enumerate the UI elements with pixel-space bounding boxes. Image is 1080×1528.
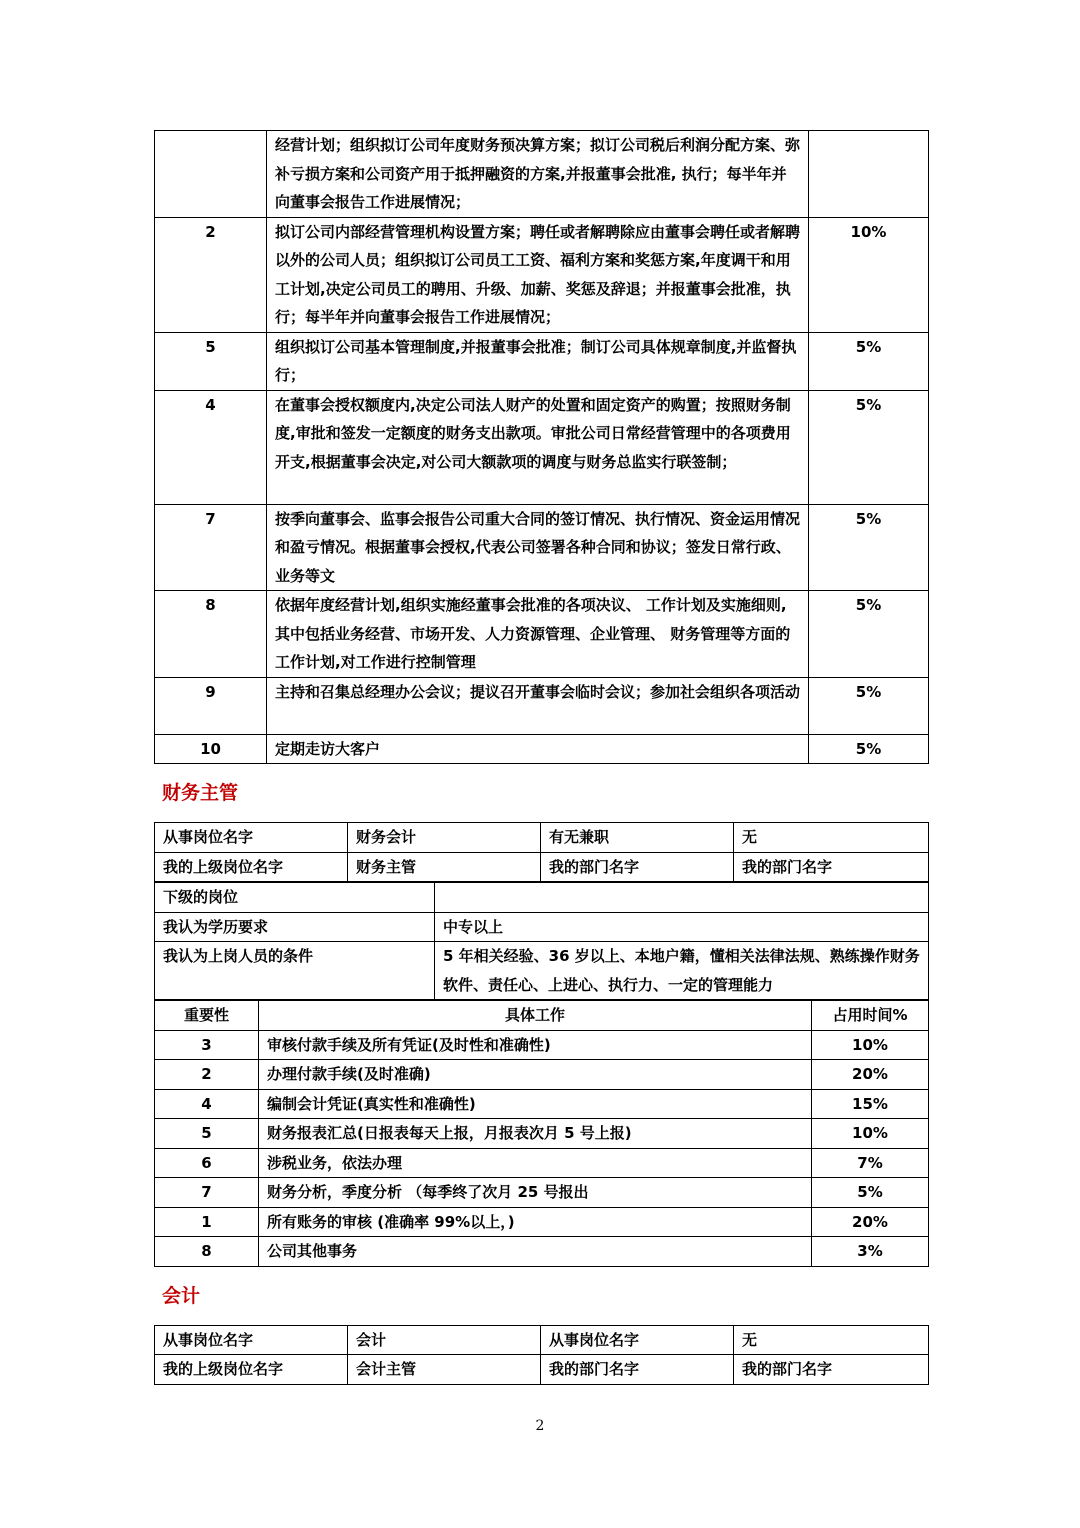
cell-value: 会计	[348, 1325, 541, 1355]
task-text-cell: 财务分析，季度分析 （每季终了次月 25 号报出	[259, 1178, 812, 1208]
importance-cell: 5	[155, 1119, 259, 1149]
document-page	[154, 130, 928, 1385]
cell-value: 我的部门名字	[734, 1355, 929, 1385]
table-row	[155, 912, 929, 942]
table-row	[155, 883, 929, 913]
cell-value: 无	[734, 1325, 929, 1355]
table-row	[155, 1178, 929, 1208]
education-label: 我认为学历要求	[155, 912, 435, 942]
duty-text-cell: 按季向董事会、监事会报告公司重大合同的签订情况、执行情况、资金运用情况和盈亏情况。根据董事会授权,代表公司签署各种合同和协议；签发日常行政、业务等文	[267, 504, 809, 591]
table-row	[155, 734, 929, 764]
duty-text-cell: 依据年度经营计划,组织实施经董事会批准的各项决议、 工作计划及实施细则,其中包括业务经营、市场开发、人力资源管理、企业管理、 财务管理等方面的工作计划,对工作进行控制管理	[267, 591, 809, 678]
importance-cell: 5	[155, 332, 267, 390]
table-row	[155, 1237, 929, 1267]
subordinate-value	[435, 883, 929, 913]
finance-task-body	[155, 1030, 929, 1266]
time-percent-cell: 20%	[812, 1207, 929, 1237]
table-row	[155, 1030, 929, 1060]
task-text-cell: 公司其他事务	[259, 1237, 812, 1267]
importance-cell: 7	[155, 1178, 259, 1208]
finance-task-table	[154, 1000, 929, 1267]
table-row	[155, 677, 929, 734]
education-value: 中专以上	[435, 912, 929, 942]
table-row	[155, 131, 929, 218]
time-percent-cell: 5%	[809, 677, 929, 734]
table-row	[155, 1148, 929, 1178]
subordinate-label: 下级的岗位	[155, 883, 435, 913]
table-row	[155, 1207, 929, 1237]
importance-cell: 8	[155, 591, 267, 678]
importance-cell	[155, 131, 267, 218]
table-row	[155, 1325, 929, 1355]
task-text-cell: 编制会计凭证(真实性和准确性)	[259, 1089, 812, 1119]
cell-label: 从事岗位名字	[155, 823, 348, 853]
cell-value: 会计主管	[348, 1355, 541, 1385]
accounting-info-table	[154, 1325, 929, 1385]
task-text-cell: 涉税业务，依法办理	[259, 1148, 812, 1178]
finance-info-table	[154, 822, 929, 882]
importance-cell: 1	[155, 1207, 259, 1237]
duty-table	[154, 130, 929, 764]
table-row	[155, 332, 929, 390]
time-percent-cell	[809, 131, 929, 218]
table-row	[155, 1355, 929, 1385]
time-percent-cell: 3%	[812, 1237, 929, 1267]
table-row	[155, 1060, 929, 1090]
importance-cell: 4	[155, 390, 267, 504]
time-percent-cell: 5%	[809, 591, 929, 678]
finance-requirements-table	[154, 882, 929, 1000]
table-row	[155, 1119, 929, 1149]
section-heading-finance-supervisor: 财务主管	[162, 782, 239, 804]
task-text-cell: 所有账务的审核 (准确率 99%以上，)	[259, 1207, 812, 1237]
time-percent-cell: 5%	[809, 390, 929, 504]
cell-value: 财务主管	[348, 852, 541, 882]
task-text-cell: 办理付款手续(及时准确)	[259, 1060, 812, 1090]
duty-text-cell: 组织拟订公司基本管理制度,并报董事会批准；制订公司具体规章制度,并监督执行；	[267, 332, 809, 390]
time-percent-cell: 5%	[812, 1178, 929, 1208]
cell-label: 我的部门名字	[541, 1355, 734, 1385]
time-percent-cell: 5%	[809, 332, 929, 390]
duty-table-body	[155, 131, 929, 764]
time-percent-cell: 5%	[809, 504, 929, 591]
cell-label: 我的上级岗位名字	[155, 1355, 348, 1385]
duty-text-cell: 主持和召集总经理办公会议；提议召开董事会临时会议；参加社会组织各项活动	[267, 677, 809, 734]
cell-label: 有无兼职	[541, 823, 734, 853]
page-number: 2	[535, 1418, 545, 1434]
table-row	[155, 1089, 929, 1119]
importance-cell: 9	[155, 677, 267, 734]
task-text-cell: 财务报表汇总(日报表每天上报，月报表次月 5 号上报)	[259, 1119, 812, 1149]
cell-label: 我的上级岗位名字	[155, 852, 348, 882]
cell-value: 我的部门名字	[734, 852, 929, 882]
time-percent-cell: 10%	[812, 1119, 929, 1149]
duty-text-cell: 在董事会授权额度内,决定公司法人财产的处置和固定资产的购置；按照财务制度,审批和签发一定额度的财务支出款项。审批公司日常经营管理中的各项费用开支,根据董事会决定,对公司大额款项的调度与财务总监实行联签制；	[267, 390, 809, 504]
time-percent-cell: 15%	[812, 1089, 929, 1119]
cell-label: 我的部门名字	[541, 852, 734, 882]
importance-cell: 2	[155, 217, 267, 332]
cell-value: 财务会计	[348, 823, 541, 853]
conditions-label: 我认为上岗人员的条件	[155, 942, 435, 1000]
importance-cell: 7	[155, 504, 267, 591]
time-percent-cell: 20%	[812, 1060, 929, 1090]
table-row	[155, 823, 929, 853]
column-header-time: 占用时间%	[812, 1001, 929, 1031]
duty-text-cell: 拟订公司内部经营管理机构设置方案；聘任或者解聘除应由董事会聘任或者解聘以外的公司人员；组织拟订公司员工工资、福利方案和奖惩方案,年度调干和用工计划,决定公司员工的聘用、升级、加薪、奖惩及辞退；并报董事会批准，执行；每半年并向董事会报告工作进展情况；	[267, 217, 809, 332]
cell-label: 从事岗位名字	[541, 1325, 734, 1355]
importance-cell: 8	[155, 1237, 259, 1267]
section-heading-accounting: 会计	[162, 1284, 201, 1307]
time-percent-cell: 10%	[809, 217, 929, 332]
table-header-row	[155, 1001, 929, 1031]
importance-cell: 4	[155, 1089, 259, 1119]
time-percent-cell: 10%	[812, 1030, 929, 1060]
column-header-importance: 重要性	[155, 1001, 259, 1031]
conditions-value: 5 年相关经验、36 岁以上、本地户籍，懂相关法律法规、熟练操作财务软件、责任心、上进心、执行力、一定的管理能力	[435, 942, 929, 1000]
duty-text-cell: 定期走访大客户	[267, 734, 809, 764]
cell-label: 从事岗位名字	[155, 1325, 348, 1355]
importance-cell: 6	[155, 1148, 259, 1178]
duty-text-cell: 经营计划；组织拟订公司年度财务预决算方案；拟订公司税后利润分配方案、弥补亏损方案和公司资产用于抵押融资的方案,并报董事会批准, 执行；每半年并向董事会报告工作进展情况；	[267, 131, 809, 218]
table-row	[155, 942, 929, 1000]
table-row	[155, 390, 929, 504]
task-text-cell: 审核付款手续及所有凭证(及时性和准确性)	[259, 1030, 812, 1060]
cell-value: 无	[734, 823, 929, 853]
importance-cell: 3	[155, 1030, 259, 1060]
importance-cell: 2	[155, 1060, 259, 1090]
time-percent-cell: 5%	[809, 734, 929, 764]
column-header-task: 具体工作	[259, 1001, 812, 1031]
table-row	[155, 217, 929, 332]
table-row	[155, 852, 929, 882]
table-row	[155, 504, 929, 591]
time-percent-cell: 7%	[812, 1148, 929, 1178]
importance-cell: 10	[155, 734, 267, 764]
table-row	[155, 591, 929, 678]
